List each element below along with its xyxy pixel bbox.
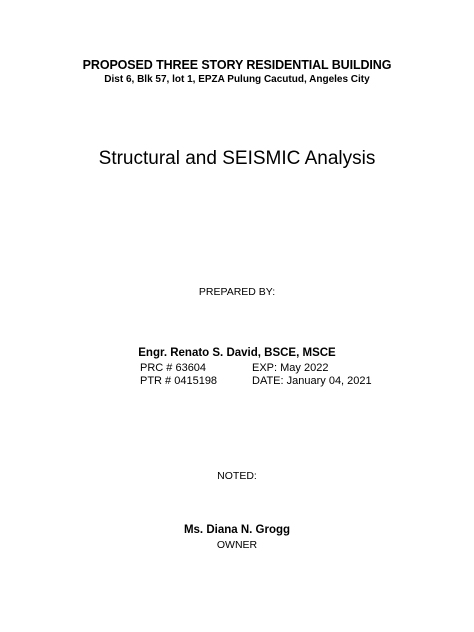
prc-number: PRC # 63604 [140,362,207,374]
ptr-number: PTR # 0415198 [140,375,218,387]
ptr-date: DATE: January 04, 2021 [252,375,372,387]
owner-name: Ms. Diana N. Grogg [183,524,291,536]
engineer-name: Engr. Renato S. David, BSCE, MSCE [138,347,336,359]
prc-expiry: EXP: May 2022 [252,362,329,374]
project-address: Dist 6, Blk 57, lot 1, EPZA Pulung Cacutud, Angeles City [104,74,370,85]
owner-role: OWNER [216,539,258,551]
prepared-by-label: PREPARED BY: [198,286,276,298]
report-title: Structural and SEISMIC Analysis [98,148,376,169]
project-title: PROPOSED THREE STORY RESIDENTIAL BUILDING [82,58,392,72]
noted-label: NOTED: [217,470,257,482]
